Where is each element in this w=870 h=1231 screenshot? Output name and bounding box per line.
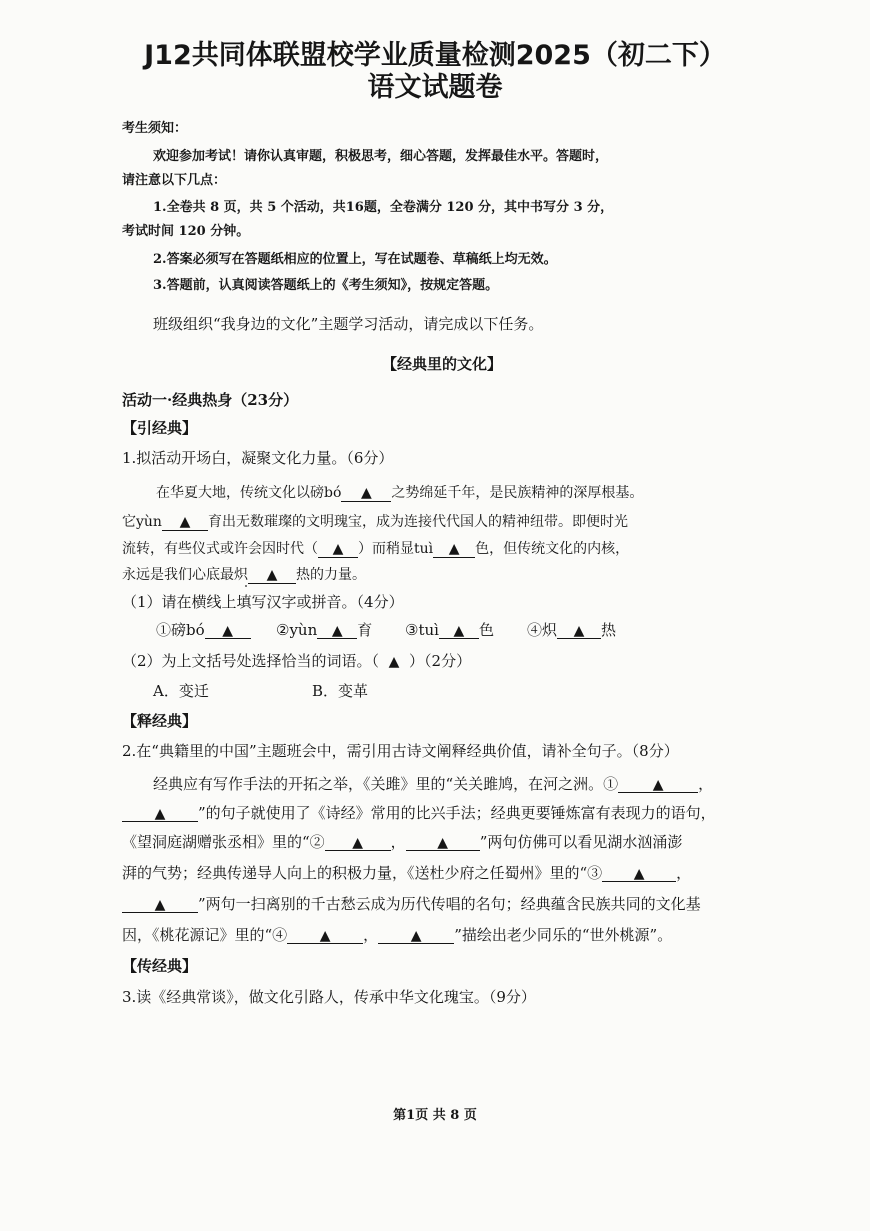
answer-blank[interactable]: ▲ xyxy=(341,486,391,502)
sub-heading-explain-classics: 【释经典】 xyxy=(122,712,198,730)
q1-option-4: ④炽 ▲ 热 xyxy=(527,621,617,639)
choice-a: A．变迁 xyxy=(153,682,209,700)
answer-choice-box[interactable]: ▲ xyxy=(388,654,400,670)
q1-stem: 1.拟活动开场白，凝聚文化力量。（6分） xyxy=(122,449,394,467)
q3-stem: 3.读《经典常谈》，做文化引路人，传承中华文化瑰宝。（9分） xyxy=(122,988,536,1006)
answer-blank[interactable]: ▲ xyxy=(122,897,198,913)
answer-blank[interactable]: ▲ xyxy=(318,542,358,558)
q1-passage-line3: 流转，有些仪式或许会因时代（ ▲ ）而稍显tuì ▲ 色，但传统文化的内核， xyxy=(122,541,630,557)
answer-blank[interactable]: ▲ xyxy=(122,806,198,822)
notice-item1-line1: 1.全卷共 8 页，共 5 个活动，共16题，全卷满分 120 分，其中书写分 3 分， xyxy=(153,200,614,215)
answer-blank[interactable]: ▲ xyxy=(162,515,208,531)
answer-blank[interactable]: ▲ xyxy=(205,623,251,639)
q2-line5: ▲ ”两句一扫离别的千古愁云成为历代传唱的名句；经典蕴含民族共同的文化基 xyxy=(122,897,701,913)
q2-line1: 经典应有写作手法的开拓之举，《关雎》里的“关关雎鸠，在河之洲。① ▲ ， xyxy=(153,775,714,793)
notice-intro-line2: 请注意以下几点： xyxy=(122,173,227,188)
q2-line2: ▲ ”的句子就使用了《诗经》常用的比兴手法；经典更要锤炼富有表现力的语句， xyxy=(122,806,716,822)
q2-line4: 湃的气势；经典传递导人向上的积极力量，《送杜少府之任蜀州》里的“③ ▲ ， xyxy=(122,864,692,882)
notice-item3: 3.答题前，认真阅读答题纸上的《考生须知》，按规定答题。 xyxy=(153,278,499,293)
notice-item2: 2.答案必须写在答题纸相应的位置上，写在试题卷、草稿纸上均无效。 xyxy=(153,252,557,267)
q1-passage-line4: 永远是我们心底最炽 ▲ 热的力量。 xyxy=(122,567,366,583)
page-number: 第1页 共 8 页 xyxy=(393,1108,477,1123)
q1-option-1: ①磅bó ▲ xyxy=(156,623,251,639)
q1-passage-line2: 它yùn ▲ 育出无数璀璨的文明瑰宝，成为连接代代国人的精神纽带。即便时光 xyxy=(122,514,628,530)
answer-blank[interactable]: ▲ xyxy=(317,623,357,639)
answer-blank[interactable]: ▲ xyxy=(325,835,391,851)
answer-blank[interactable]: ▲ xyxy=(602,866,676,882)
answer-blank[interactable]: ▲ xyxy=(287,928,363,944)
answer-blank[interactable]: ▲ xyxy=(248,568,296,584)
answer-blank[interactable]: ▲ xyxy=(406,835,480,851)
exam-subtitle: 语文试题卷 xyxy=(367,72,503,103)
answer-blank[interactable]: ▲ xyxy=(378,928,454,944)
notice-intro-line1: 欢迎参加考试！请你认真审题，积极思考，细心答题，发挥最佳水平。答题时， xyxy=(153,149,609,164)
sub-heading-pass-on-classics: 【传经典】 xyxy=(122,957,198,975)
q2-line6: 因，《桃花源记》里的“④ ▲ ， ▲ ”描绘出老少同乐的“世外桃源”。 xyxy=(122,926,673,944)
answer-blank[interactable]: ▲ xyxy=(439,623,479,639)
answer-blank[interactable]: ▲ xyxy=(618,777,698,793)
q1-sub1-stem: （1）请在横线上填写汉字或拼音。（4分） xyxy=(122,593,404,611)
q2-line3: 《望洞庭湖赠张丞相》里的“② ▲ ， ▲ ”两句仿佛可以看见湖水汹涌澎 xyxy=(122,833,683,851)
emphasis-dot xyxy=(245,585,247,587)
answer-blank[interactable]: ▲ xyxy=(557,623,601,639)
q1-sub2-stem: （2）为上文括号处选择恰当的词语。（ ▲ ）（2分） xyxy=(122,652,472,670)
q1-passage-line1: 在华夏大地，传统文化以磅bó ▲ 之势绵延千年，是民族精神的深厚根基。 xyxy=(156,485,644,501)
section-title: 【经典里的文化】 xyxy=(382,355,503,373)
q1-option-3: ③tuì ▲ 色 xyxy=(405,621,494,639)
theme-intro: 班级组织“我身边的文化”主题学习活动，请完成以下任务。 xyxy=(153,315,544,333)
sub-heading-cite-classics: 【引经典】 xyxy=(122,419,198,437)
activity1-title: 活动一·经典热身（23分） xyxy=(122,391,299,409)
notice-item1-line2: 考试时间 120 分钟。 xyxy=(122,224,250,239)
notice-heading: 考生须知： xyxy=(122,121,188,136)
exam-title: J12共同体联盟校学业质量检测2025（初二下） xyxy=(144,40,726,71)
q1-option-2: ②yùn ▲ 育 xyxy=(276,621,373,639)
answer-blank[interactable]: ▲ xyxy=(433,542,475,558)
choice-b: B．变革 xyxy=(312,682,369,700)
q2-stem: 2.在“典籍里的中国”主题班会中，需引用古诗文阐释经典价值，请补全句子。（8分） xyxy=(122,742,679,760)
